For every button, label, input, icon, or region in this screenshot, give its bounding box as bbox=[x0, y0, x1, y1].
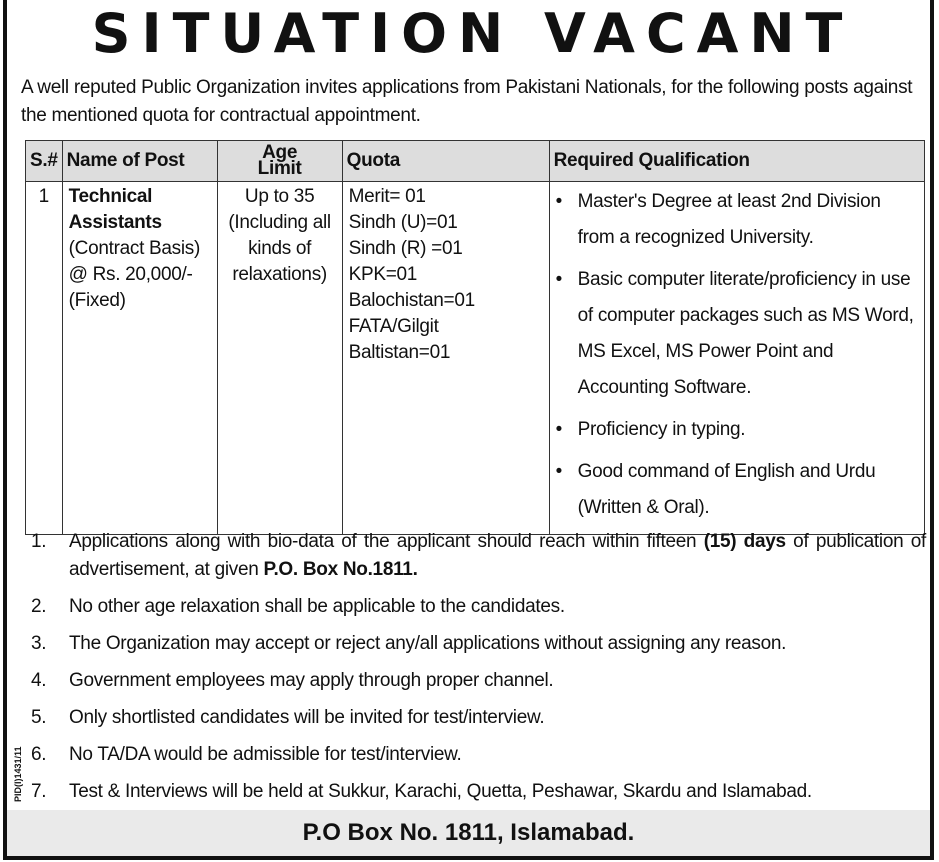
note-text: Applications along with bio-data of the applicant should reach within fifteen bbox=[69, 531, 704, 552]
table-header-row bbox=[26, 141, 925, 182]
note-item bbox=[31, 528, 926, 584]
cell-quota bbox=[342, 182, 549, 535]
header-quota: Quota bbox=[342, 141, 549, 182]
footer-address: P.O Box No. 1811, Islamabad. bbox=[7, 810, 930, 856]
header-sn: S.# bbox=[26, 141, 63, 182]
note-number: 7. bbox=[31, 781, 47, 802]
quota-item: Merit= 01 bbox=[348, 186, 426, 207]
intro-text: A well reputed Public Organization invites applications from Pakistani Nationals, for the following posts against the mentioned quota for contractual appointment. bbox=[21, 77, 913, 126]
posts-table bbox=[25, 140, 925, 535]
note-bold: (15) days bbox=[703, 531, 786, 552]
quota-item: Sindh (R) =01 bbox=[348, 238, 463, 259]
note-number: 1. bbox=[31, 531, 47, 552]
quota-item: FATA/Gilgit Baltistan=01 bbox=[348, 316, 451, 363]
note-text: Government employees may apply through proper channel. bbox=[69, 670, 554, 691]
quota-item: Balochistan=01 bbox=[348, 290, 475, 311]
qualification-item: • Master's Degree at least 2nd Division from a recognized University. bbox=[556, 184, 918, 256]
note-text: No TA/DA would be admissible for test/interview. bbox=[69, 744, 462, 765]
note-number: 3. bbox=[31, 633, 47, 654]
header-qualification: Required Qualification bbox=[549, 141, 924, 182]
post-detail: (Contract Basis) @ Rs. 20,000/- (Fixed) bbox=[68, 238, 201, 311]
notes-list bbox=[31, 528, 926, 815]
note-item bbox=[31, 593, 926, 621]
note-item bbox=[31, 704, 926, 732]
note-number: 6. bbox=[31, 744, 47, 765]
note-number: 2. bbox=[31, 596, 47, 617]
note-item bbox=[31, 630, 926, 658]
post-title: Technical Assistants bbox=[68, 186, 162, 233]
note-item bbox=[31, 741, 926, 769]
note-text: No other age relaxation shall be applicable to the candidates. bbox=[69, 596, 565, 617]
pid-code: PID(I)1431/11 bbox=[13, 746, 23, 802]
note-number: 5. bbox=[31, 707, 47, 728]
ad-title: SITUATION VACANT bbox=[91, 2, 854, 65]
qualification-item: • Good command of English and Urdu (Written & Oral). bbox=[556, 454, 918, 526]
cell-qualification bbox=[549, 182, 924, 535]
note-text: The Organization may accept or reject any/all applications without assigning any reason. bbox=[69, 633, 787, 654]
note-item bbox=[31, 778, 926, 806]
note-text: Test & Interviews will be held at Sukkur, Karachi, Quetta, Peshawar, Skardu and Islamabad. bbox=[69, 781, 812, 802]
qualification-item: • Proficiency in typing. bbox=[556, 412, 918, 448]
table-row bbox=[26, 182, 925, 535]
quota-item: Sindh (U)=01 bbox=[348, 212, 458, 233]
advertisement-frame bbox=[3, 0, 934, 860]
note-bold: P.O. Box No.1811. bbox=[263, 559, 418, 580]
cell-post bbox=[62, 182, 217, 535]
header-post: Name of Post bbox=[62, 141, 217, 182]
header-age: Age Limit bbox=[217, 141, 342, 182]
note-item bbox=[31, 667, 926, 695]
note-number: 4. bbox=[31, 670, 47, 691]
cell-age: Up to 35 (Including all kinds of relaxations) bbox=[217, 182, 342, 535]
note-text: Only shortlisted candidates will be invited for test/interview. bbox=[69, 707, 545, 728]
cell-sn: 1 bbox=[26, 182, 63, 535]
qualification-item: • Basic computer literate/proficiency in use of computer packages such as MS Word, MS Excel, MS Power Point and Accounting Software. bbox=[556, 262, 918, 406]
quota-item: KPK=01 bbox=[348, 264, 418, 285]
note-text: of publication of advertisement, at given bbox=[69, 531, 926, 580]
